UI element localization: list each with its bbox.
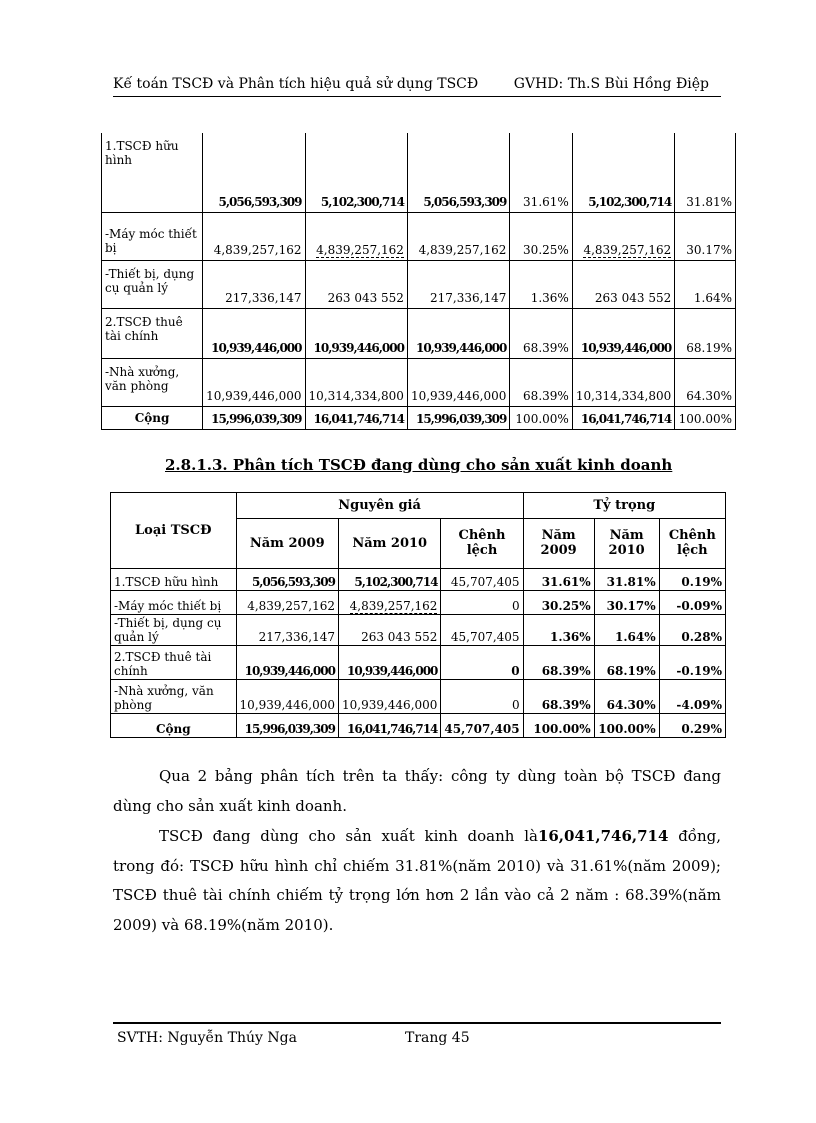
section-heading: 2.8.1.3. Phân tích TSCĐ đang dùng cho sản xuất kinh doanh [165, 456, 673, 474]
table-cell: 31.81% [675, 133, 736, 212]
table-cell: 10,939,446,000 [407, 308, 509, 358]
table-row [111, 615, 726, 646]
row-label: -Nhà xưởng, văn phòng [102, 358, 203, 406]
table-row [111, 591, 726, 615]
total-value: 16,041,746,714 [537, 827, 669, 845]
table-cell: 5,056,593,309 [236, 569, 338, 591]
table-cell: 263 043 552 [305, 260, 407, 308]
row-label: -Thiết bị, dụng cụ quản lý [111, 615, 237, 646]
table-cell: 5,102,300,714 [305, 133, 407, 212]
table-cell: 68.19% [675, 308, 736, 358]
table-cell [572, 212, 674, 260]
table-cell: 0 [441, 591, 523, 615]
row-label: 2.TSCĐ thuê tài chính [111, 646, 237, 680]
table-cell: 5,056,593,309 [203, 133, 305, 212]
header-diff: Chênh lệch [441, 519, 523, 569]
header-ratio-diff: Chênh lệch [659, 519, 725, 569]
row-label: Cộng [102, 406, 203, 429]
table-cell: 0.19% [659, 569, 725, 591]
table-cell: 31.61% [510, 133, 572, 212]
table-cell: 15,996,039,309 [203, 406, 305, 429]
table-cell: 15,996,039,309 [236, 714, 338, 738]
table-cell: 45,707,405 [441, 615, 523, 646]
table-cell: 31.61% [523, 569, 594, 591]
table-cell: 263 043 552 [572, 260, 674, 308]
cell-value: 4,839,257,162 [583, 242, 672, 257]
table-cell: 10,939,446,000 [338, 646, 440, 680]
row-label: -Máy móc thiết bị [102, 212, 203, 260]
table-cell: 263 043 552 [338, 615, 440, 646]
page-header [113, 76, 721, 97]
table-cell: 100.00% [675, 406, 736, 429]
table-row [102, 212, 736, 260]
table-cell: 5,102,300,714 [338, 569, 440, 591]
table-cell: 4,839,257,162 [203, 212, 305, 260]
table-cell: 10,314,334,800 [572, 358, 674, 406]
table-cell: 64.30% [675, 358, 736, 406]
row-label: -Nhà xưởng, văn phòng [111, 680, 237, 714]
row-label: -Máy móc thiết bị [111, 591, 237, 615]
paragraph-summary: Qua 2 bảng phân tích trên ta thấy: công ty dùng toàn bộ TSCĐ đang dùng cho sản xuất kinh doanh. [113, 767, 721, 815]
table-cell: 10,939,446,000 [407, 358, 509, 406]
table-cell: 5,056,593,309 [407, 133, 509, 212]
table-cell: 30.17% [675, 212, 736, 260]
row-label: 1.TSCĐ hữu hình [111, 569, 237, 591]
table-cell: 10,939,446,000 [338, 680, 440, 714]
footer-student: SVTH: Nguyễn Thúy Nga [117, 1030, 297, 1046]
table-cell [305, 212, 407, 260]
table-cell: 16,041,746,714 [305, 406, 407, 429]
proportion-table-continued [101, 133, 736, 430]
table-cell: 31.81% [594, 569, 659, 591]
table-cell: 15,996,039,309 [407, 406, 509, 429]
header-year-2010: Năm 2010 [338, 519, 440, 569]
table-cell: 64.30% [594, 680, 659, 714]
paragraph-analysis-start: TSCĐ đang dùng cho sản xuất kinh doanh là [159, 827, 538, 845]
table-cell [338, 591, 440, 615]
header-title: Kế toán TSCĐ và Phân tích hiệu quả sử dụng TSCĐ [113, 76, 479, 92]
row-label: -Thiết bị, dụng cụ quản lý [102, 260, 203, 308]
table-row [111, 646, 726, 680]
table-row [102, 260, 736, 308]
table-cell: 10,939,446,000 [305, 308, 407, 358]
table-cell: 68.39% [510, 358, 572, 406]
table-cell: 1.36% [523, 615, 594, 646]
table-cell: 0.28% [659, 615, 725, 646]
table-cell: -0.09% [659, 591, 725, 615]
table-row [102, 358, 736, 406]
table-cell: 5,102,300,714 [572, 133, 674, 212]
table-cell: 0 [441, 680, 523, 714]
table-row [102, 308, 736, 358]
table-cell: -4.09% [659, 680, 725, 714]
table-cell: 68.19% [594, 646, 659, 680]
table-cell: 217,336,147 [203, 260, 305, 308]
row-label: Cộng [111, 714, 237, 738]
table-cell: 4,839,257,162 [236, 591, 338, 615]
table-cell: 68.39% [523, 680, 594, 714]
row-label: 1.TSCĐ hữu hình [102, 133, 203, 212]
paragraph-analysis [113, 822, 721, 940]
cell-value: 4,839,257,162 [349, 599, 438, 613]
table-cell: 0.29% [659, 714, 725, 738]
table-cell: 0 [441, 646, 523, 680]
paragraph-analysis-rest: đồng, trong đó: TSCĐ hữu hình chỉ chiếm 31.81%(năm 2010) và 31.61%(năm 2009); TSCĐ thuê tài chính chiếm tỷ trọng lớn hơn 2 lần vào cả 2 năm : 68.39%(năm 2009) và 68.19%(năm 2010). [113, 827, 722, 934]
row-label: 2.TSCĐ thuê tài chính [102, 308, 203, 358]
analysis-table [110, 492, 726, 738]
table-row [102, 406, 736, 429]
header-type: Loại TSCĐ [111, 493, 237, 569]
table-cell: 10,939,446,000 [572, 308, 674, 358]
table-row [111, 680, 726, 714]
footer-page-number: Trang 45 [405, 1030, 470, 1046]
table-cell: 68.39% [510, 308, 572, 358]
table-cell: -0.19% [659, 646, 725, 680]
table-cell: 100.00% [594, 714, 659, 738]
cell-value: 4,839,257,162 [316, 242, 404, 257]
table-cell: 100.00% [510, 406, 572, 429]
header-cost: Nguyên giá [236, 493, 523, 519]
header-year-2009: Năm 2009 [236, 519, 338, 569]
table-cell: 10,314,334,800 [305, 358, 407, 406]
table-cell: 30.17% [594, 591, 659, 615]
table-row [111, 569, 726, 591]
table-row [111, 714, 726, 738]
table-cell: 30.25% [510, 212, 572, 260]
table-cell: 1.36% [510, 260, 572, 308]
table-cell: 4,839,257,162 [407, 212, 509, 260]
table-row [102, 133, 736, 212]
table-cell: 68.39% [523, 646, 594, 680]
table-cell: 1.64% [594, 615, 659, 646]
header-ratio-2010: Năm 2010 [594, 519, 659, 569]
table-cell: 16,041,746,714 [572, 406, 674, 429]
table-cell: 45,707,405 [441, 714, 523, 738]
header-ratio: Tỷ trọng [523, 493, 725, 519]
table-cell: 217,336,147 [236, 615, 338, 646]
table-cell: 10,939,446,000 [236, 646, 338, 680]
table-cell: 10,939,446,000 [203, 358, 305, 406]
table-cell: 10,939,446,000 [203, 308, 305, 358]
table-cell: 100.00% [523, 714, 594, 738]
table-cell: 30.25% [523, 591, 594, 615]
table-cell: 1.64% [675, 260, 736, 308]
table-header-row [111, 493, 726, 519]
table-cell: 16,041,746,714 [338, 714, 440, 738]
header-supervisor: GVHD: Th.S Bùi Hồng Điệp [513, 76, 709, 92]
page-footer [113, 1022, 721, 1048]
header-ratio-2009: Năm 2009 [523, 519, 594, 569]
table-cell: 45,707,405 [441, 569, 523, 591]
table-cell: 10,939,446,000 [236, 680, 338, 714]
table-cell: 217,336,147 [407, 260, 509, 308]
